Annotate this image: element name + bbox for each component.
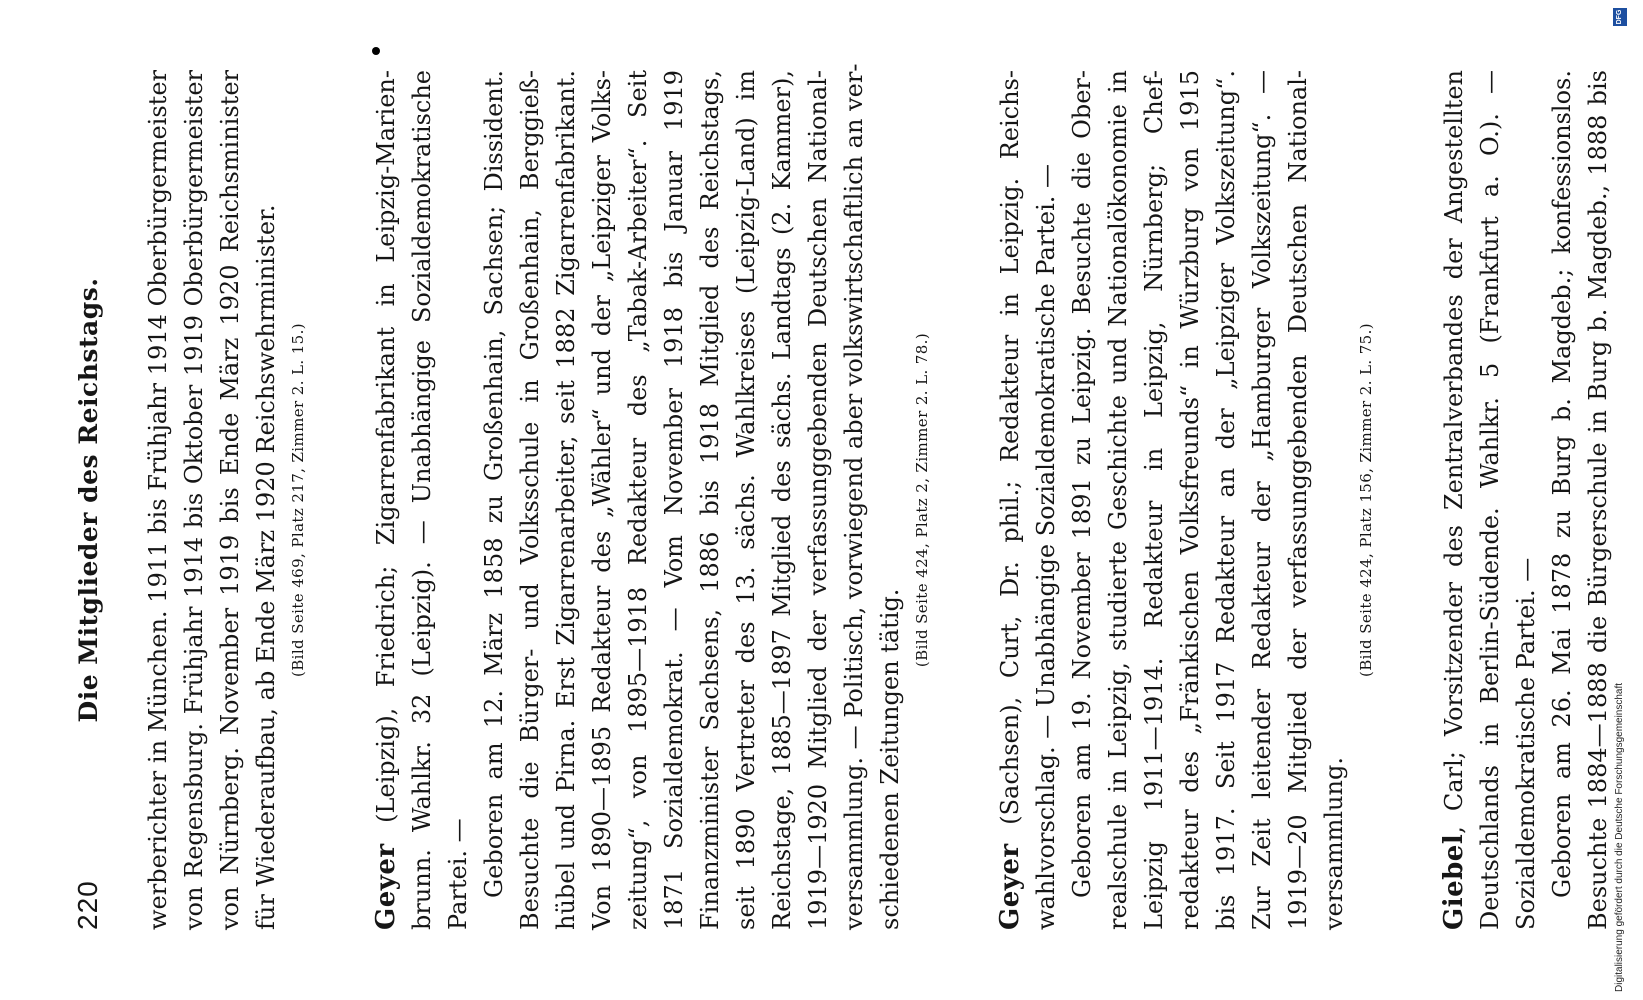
text-line: versammlung. — Politisch, vorwiegend aber volkswirtschaftlich an ver- — [840, 63, 868, 930]
entry-name: Geyer — [995, 843, 1025, 930]
entry-geyer-friedrich — [368, 63, 936, 930]
running-head — [72, 70, 112, 930]
text-line: Geboren am 26. Mai 1878 zu Burg b. Magdeb.; konfessionslos. — [1548, 70, 1576, 898]
text-line: Zur Zeit leitender Redakteur der „Hamburger Volkszeitung“. — — [1248, 70, 1276, 930]
image-reference-caption: (Bild Seite 424, Platz 2, Zimmer 2. L. 78.) — [913, 332, 931, 668]
image-reference-caption: (Bild Seite 424, Platz 156, Zimmer 2. L. 75.) — [1357, 322, 1375, 678]
text-line: 1871 Sozialdemokrat. — Vom November 1918 bis Januar 1919 — [660, 70, 688, 930]
page-number: 220 — [72, 880, 103, 930]
digitization-credit — [1612, 8, 1628, 992]
text-line: für Wiederaufbau, ab Ende März 1920 Reichswehrminister. — [252, 204, 280, 930]
text-line: Deutschlands in Berlin-Südende. Wahlkr. 5 (Frankfurt a. O.). — — [1476, 70, 1504, 930]
text-line: Partei. — — [444, 818, 472, 930]
entry-name: Geyer — [371, 843, 401, 930]
text-line: realschule in Leipzig, studierte Geschichte und Nationalökonomie in — [1104, 70, 1132, 930]
scan-speck — [372, 47, 380, 55]
text-line: werberichter in München. 1911 bis Frühjahr 1914 Oberbürgermeister — [144, 70, 172, 930]
digitization-credit-text: Digitalisierung gefördert durch die Deutsche Forschungsgemeinschaft — [1614, 682, 1625, 992]
running-title: Die Mitglieder des Reichstags. — [74, 277, 103, 723]
text-line: Geyer (Sachsen), Curt, Dr. phil.; Redakteur in Leipzig. Reichs- — [995, 70, 1025, 930]
text-line: zeitung“, von 1895—1918 Redakteur des „Tabak-Arbeiter“. Seit — [624, 70, 652, 930]
text-line: 1919—1920 Mitglied der verfassunggebenden Deutschen National- — [804, 70, 832, 930]
text-line: brunn. Wahlkr. 32 (Leipzig). — Unabhängige Sozialdemokratische — [408, 70, 436, 930]
dfg-logo: DFG — [1613, 8, 1627, 26]
entry-continuation — [140, 70, 312, 930]
text-line: Sozialdemokratische Partei. — — [1512, 557, 1540, 930]
text-line: Von 1890—1895 Redakteur des „Wähler“ und der „Leipziger Volks- — [588, 70, 616, 930]
entry-giebel-carl — [1436, 70, 1616, 930]
image-reference-caption: (Bild Seite 469, Platz 217, Zimmer 2. L. 15.) — [289, 322, 307, 678]
text-line: Geyer (Leipzig), Friedrich; Zigarrenfabrikant in Leipzig-Marien- — [371, 70, 401, 930]
text-line: Finanzminister Sachsens, 1886 bis 1918 Mitglied des Reichstags, — [696, 70, 724, 930]
text-line: schiedenen Zeitungen tätig. — [876, 588, 904, 930]
entry-name: Giebel — [1439, 833, 1469, 930]
text-line: Leipzig 1911—1914. Redakteur in Leipzig, Nürnberg; Chef- — [1140, 70, 1168, 930]
text-line: Besuchte die Bürger- und Volksschule in Großenhain, Berggieß- — [516, 70, 544, 930]
text-line: von Regensburg. Frühjahr 1914 bis Oktober 1919 Oberbürgermeister — [180, 70, 208, 930]
text-line: Giebel, Carl; Vorsitzender des Zentralverbandes der Angestellten — [1439, 70, 1469, 930]
text-line: Reichstage, 1885—1897 Mitglied des sächs. Landtags (2. Kammer), — [768, 70, 796, 930]
text-line: versammlung. — [1320, 757, 1348, 930]
text-line: seit 1890 Vertreter des 13. sächs. Wahlkreises (Leipzig-Land) im — [732, 70, 760, 930]
body-text — [140, 63, 1616, 930]
text-line: Geboren am 12. März 1858 zu Großenhain, Sachsen; Dissident. — [480, 70, 508, 898]
text-line: von Nürnberg. November 1919 bis Ende März 1920 Reichsminister — [216, 70, 244, 930]
text-line: hübel und Pirna. Erst Zigarrenarbeiter, seit 1882 Zigarrenfabrikant. — [552, 70, 580, 930]
text-line: Besuchte 1884—1888 die Bürgerschule in Burg b. Magdeb., 1888 bis — [1584, 70, 1612, 930]
text-line: redakteur des „Fränkischen Volksfreunds“ in Würzburg von 1915 — [1176, 70, 1204, 930]
text-line: 1919—20 Mitglied der verfassunggebenden Deutschen National- — [1284, 70, 1312, 930]
entry-geyer-curt — [992, 70, 1380, 930]
text-line: Geboren am 19. November 1891 zu Leipzig. Besuchte die Ober- — [1068, 70, 1096, 898]
text-line: wahlvorschlag. — Unabhängige Sozialdemokratische Partei. — — [1032, 163, 1060, 930]
text-line: bis 1917. Seit 1917 Redakteur an der „Leipziger Volkszeitung“. — [1212, 70, 1240, 930]
